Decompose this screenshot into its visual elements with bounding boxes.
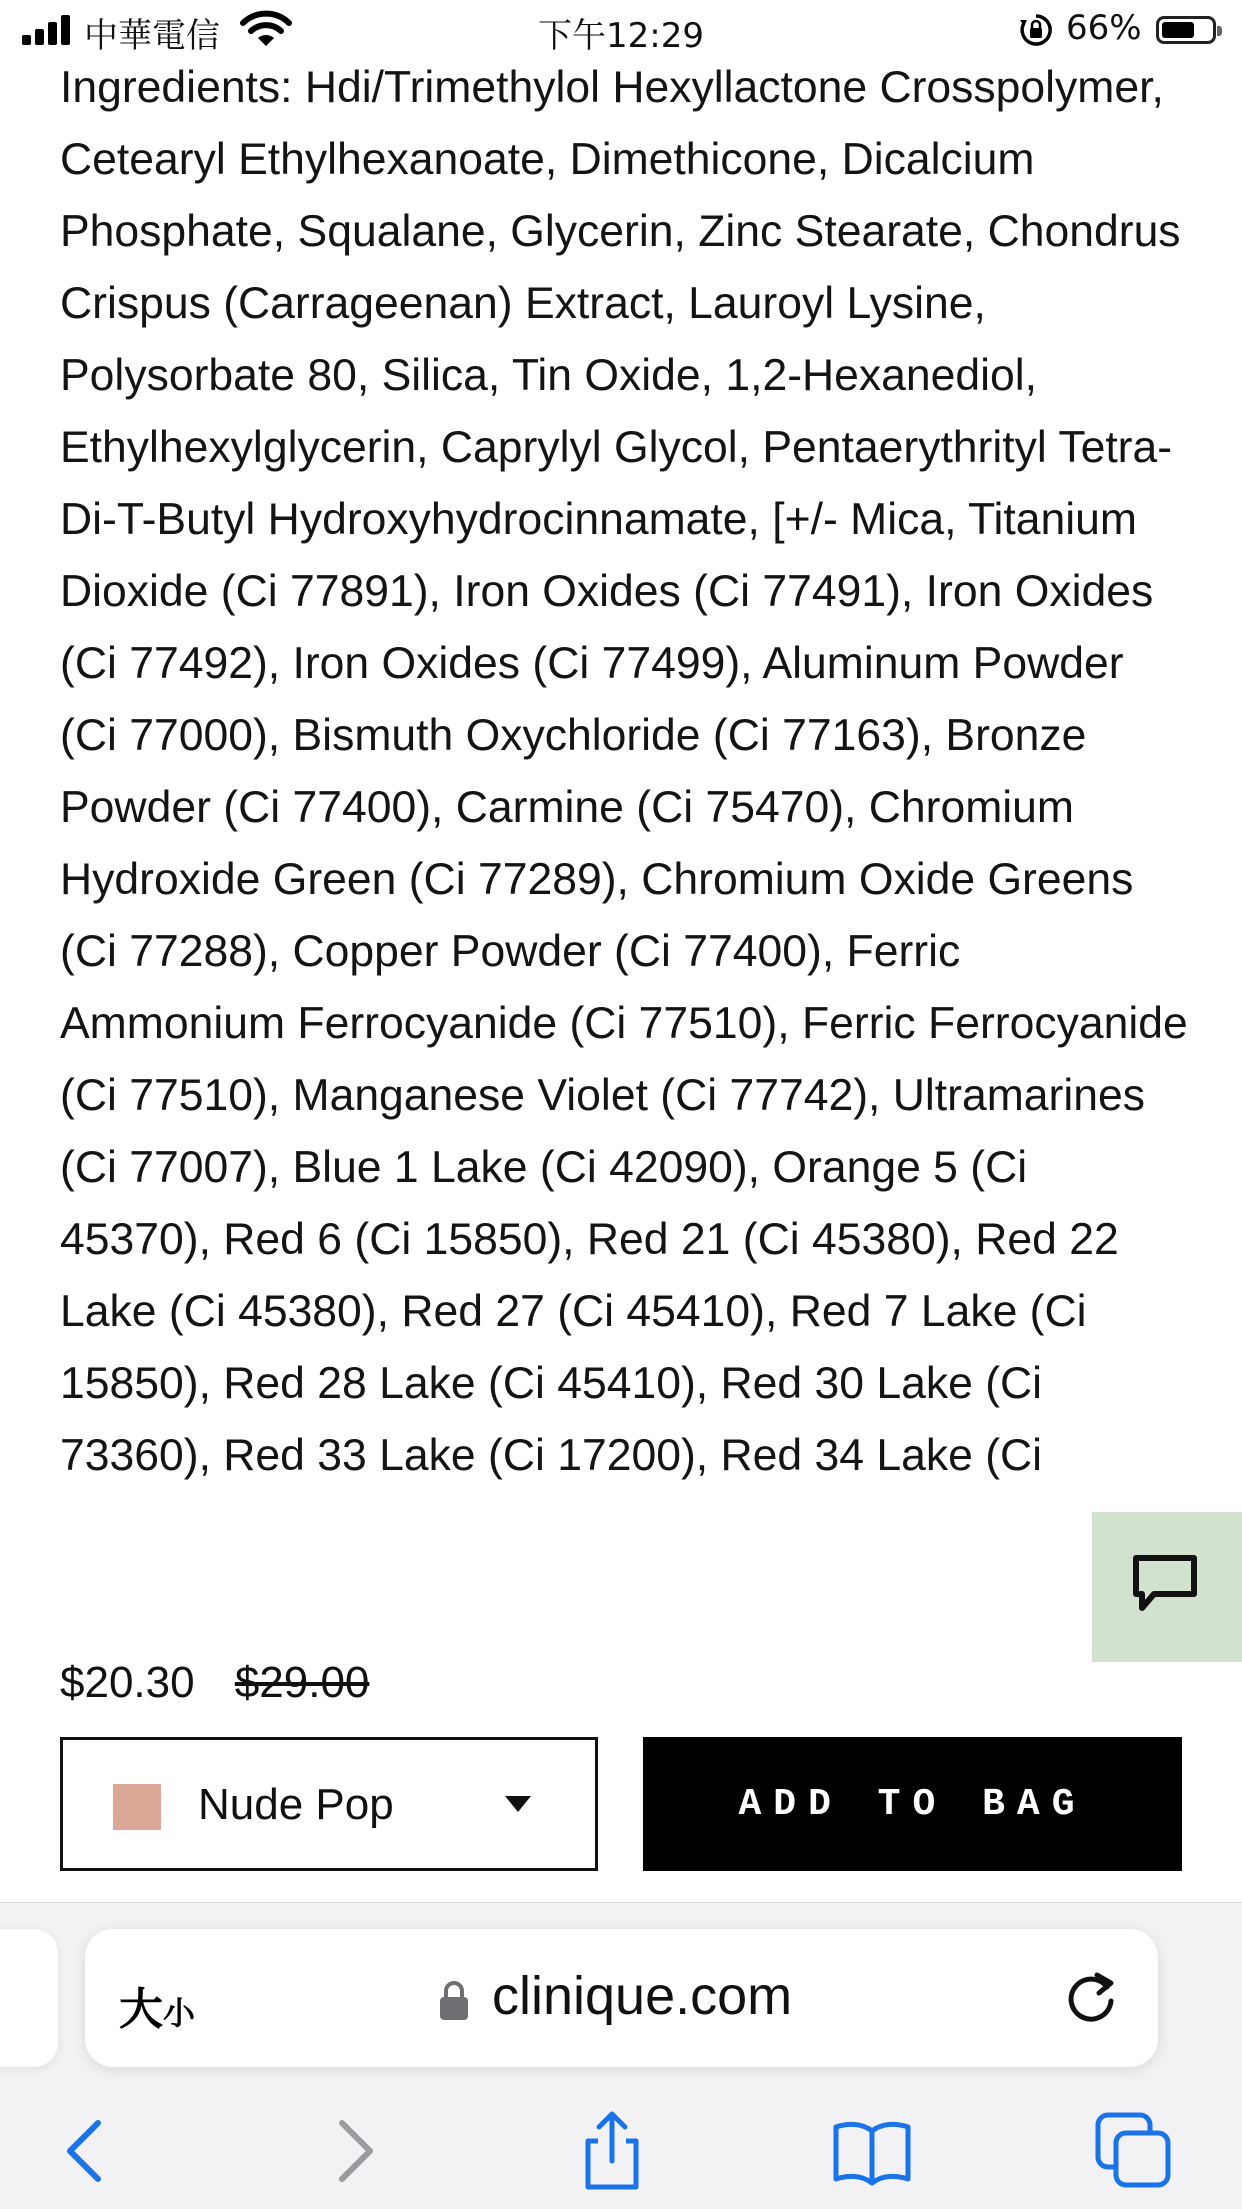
orientation-lock-icon <box>1018 12 1054 48</box>
battery-level-fill <box>1162 22 1194 38</box>
lock-icon <box>439 1979 469 2021</box>
back-icon[interactable] <box>48 2111 128 2191</box>
add-to-bag-button[interactable]: ADD TO BAG <box>643 1737 1182 1871</box>
shade-swatch <box>113 1784 161 1830</box>
price-row <box>60 1658 369 1708</box>
original-price: $29.00 <box>234 1658 370 1707</box>
share-icon[interactable] <box>572 2111 652 2191</box>
forward-icon[interactable] <box>312 2111 392 2191</box>
previous-tab-edge[interactable] <box>0 1929 58 2067</box>
text-size-small: 小 <box>163 1994 196 2032</box>
chat-button[interactable] <box>1092 1512 1242 1662</box>
browser-chrome <box>0 1902 1242 2209</box>
tabs-icon[interactable] <box>1094 2111 1174 2191</box>
reload-icon[interactable] <box>1061 1967 1121 2027</box>
address-bar[interactable] <box>85 1929 1158 2067</box>
ingredients-text: Ingredients: Hdi/Trimethylol Hexyllactone Crosspolymer, Cetearyl Ethylhexanoate, Dimethicone, Dicalcium Phosphate, Squalane, Glycerin, Zinc Stearate, Chondrus Crispus (Carrageenan) Extract, Lauroyl Lysine, Polysorbate 80, Silica, Tin Oxide, 1,2-Hexanediol, Ethylhexylglycerin, Caprylyl Glycol, Pentaerythrityl Tetra-Di-T-Butyl Hydroxyhydrocinnamate, [+/- Mica, Titanium Dioxide (Ci 77891), Iron Oxides (Ci 77491), Iron Oxides (Ci 77492), Iron Oxides (Ci 77499), Aluminum Powder (Ci 77000), Bismuth Oxychloride (Ci 77163), Bronze Powder (Ci 77400), Carmine (Ci 75470), Chromium Hydroxide Green (Ci 77289), Chromium Oxide Greens (Ci 77288), Copper Powder (Ci 77400), Ferric Ammonium Ferrocyanide (Ci 77510), Ferric Ferrocyanide (Ci 77510), Manganese Violet (Ci 77742), Ultramarines (Ci 77007), Blue 1 Lake (Ci 42090), Orange 5 (Ci 45370), Red 6 (Ci 15850), Red 21 (Ci 45380), Red 22 Lake (Ci 45380), Red 27 (Ci 45410), Red 7 Lake (Ci 15850), Red 28 Lake (Ci 45410), Red 30 Lake (Ci 73360), Red 33 Lake (Ci 17200), Red 34 Lake (Ci <box>60 63 1188 1480</box>
sale-price: $20.30 <box>60 1658 195 1707</box>
browser-toolbar <box>0 2093 1242 2209</box>
battery-percentage: 66% <box>1066 8 1142 48</box>
shade-dropdown[interactable] <box>60 1737 598 1871</box>
text-size-big: 大 <box>119 1984 163 2035</box>
chat-bubble-icon <box>1132 1554 1198 1614</box>
battery-icon <box>1156 16 1216 44</box>
shade-name: Nude Pop <box>198 1780 394 1829</box>
bookmarks-icon[interactable] <box>832 2111 912 2191</box>
clock: 下午12:29 <box>538 16 704 56</box>
caret-down-icon <box>505 1796 531 1812</box>
url-domain: clinique.com <box>492 1966 793 2026</box>
carrier-name: 中華電信 <box>84 16 220 56</box>
text-size-button[interactable] <box>119 1973 195 2037</box>
